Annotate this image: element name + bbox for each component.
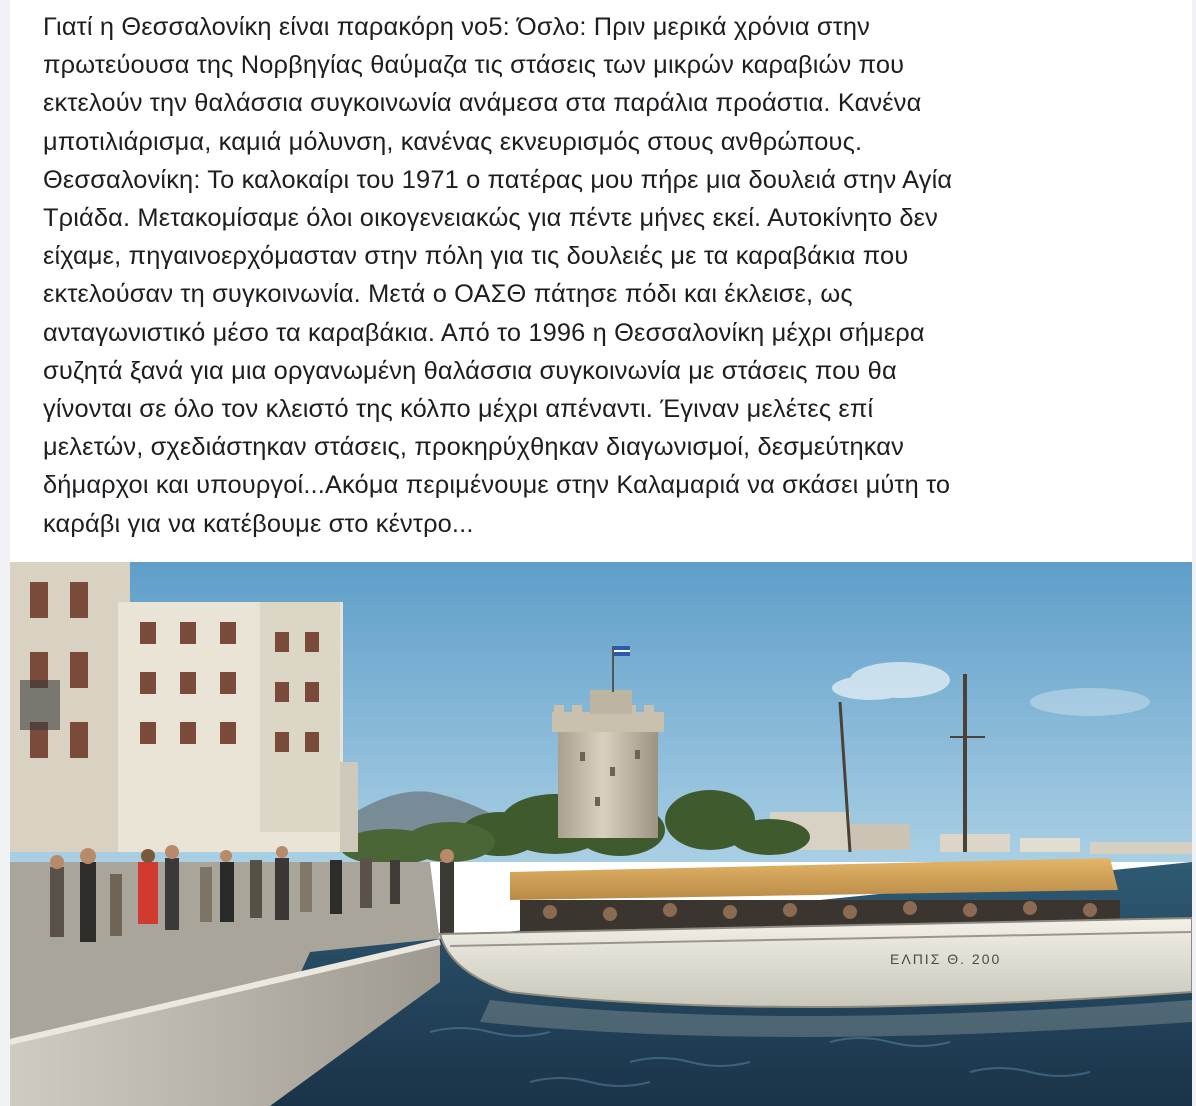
post-photo[interactable] — [10, 562, 1192, 1106]
left-buildings — [10, 562, 358, 852]
post-text-line: Θεσσαλονίκη: Το καλοκαίρι του 1971 ο πατέρας μου πήρε μια δουλειά στην Αγία — [43, 165, 953, 194]
post-text-line: ανταγωνιστικό μέσο τα καραβάκια. Από το 1996 η Θεσσαλονίκη μέχρι σήμερα — [43, 318, 925, 347]
post-text-line: καράβι για να κατέβουμε στο κέντρο... — [43, 509, 474, 538]
boat-name: ΕΛΠΙΣ Θ. 200 — [890, 951, 1002, 967]
post-text-line: εκτελούσαν τη συγκοινωνία. Μετά ο ΟΑΣΘ πάτησε πόδι και έκλεισε, ως — [43, 280, 853, 309]
post-text-line: Γιατί η Θεσσαλονίκη είναι παρακόρη νο5: Όσλο: Πριν μερικά χρόνια στην — [43, 13, 871, 41]
post-text-line: δήμαρχοι και υπουργοί...Ακόμα περιμένουμε στην Καλαμαριά να σκάσει μύτη το — [43, 471, 951, 500]
post-card — [10, 0, 1192, 1106]
post-text-line: γίνονται σε όλο τον κλειστό της κόλπο μέχρι απέναντι. Έγιναν μελέτες επί — [43, 395, 874, 424]
post-text-line: πρωτεύουσα της Νορβηγίας θαύμαζα τις στάσεις των μικρών καραβιών που — [43, 51, 905, 80]
post-text-line: Τριάδα. Μετακομίσαμε όλοι οικογενειακώς για πέντε μήνες εκεί. Αυτοκίνητο δεν — [43, 204, 938, 233]
post-text-line: εκτελούν την θαλάσσια συγκοινωνία ανάμεσα στα παράλια προάστια. Κανένα — [43, 89, 922, 118]
post-text-line: συζητά ξανά για μια οργανωμένη θαλάσσια συγκοινωνία με στάσεις που θα — [43, 356, 897, 385]
post-text-line: είχαμε, πηγαινοερχόμασταν στην πόλη για τις δουλειές με τα καραβάκια που — [43, 242, 909, 271]
post-text-line: μποτιλιάρισμα, καμιά μόλυνση, κανένας εκνευρισμός στους ανθρώπους. — [43, 127, 863, 156]
post-text-line: μελετών, σχεδιάστηκαν στάσεις, προκηρύχθηκαν διαγωνισμοί, δεσμεύτηκαν — [43, 433, 904, 462]
boat-hull[interactable] — [440, 918, 1192, 1007]
post-text — [43, 8, 1163, 543]
